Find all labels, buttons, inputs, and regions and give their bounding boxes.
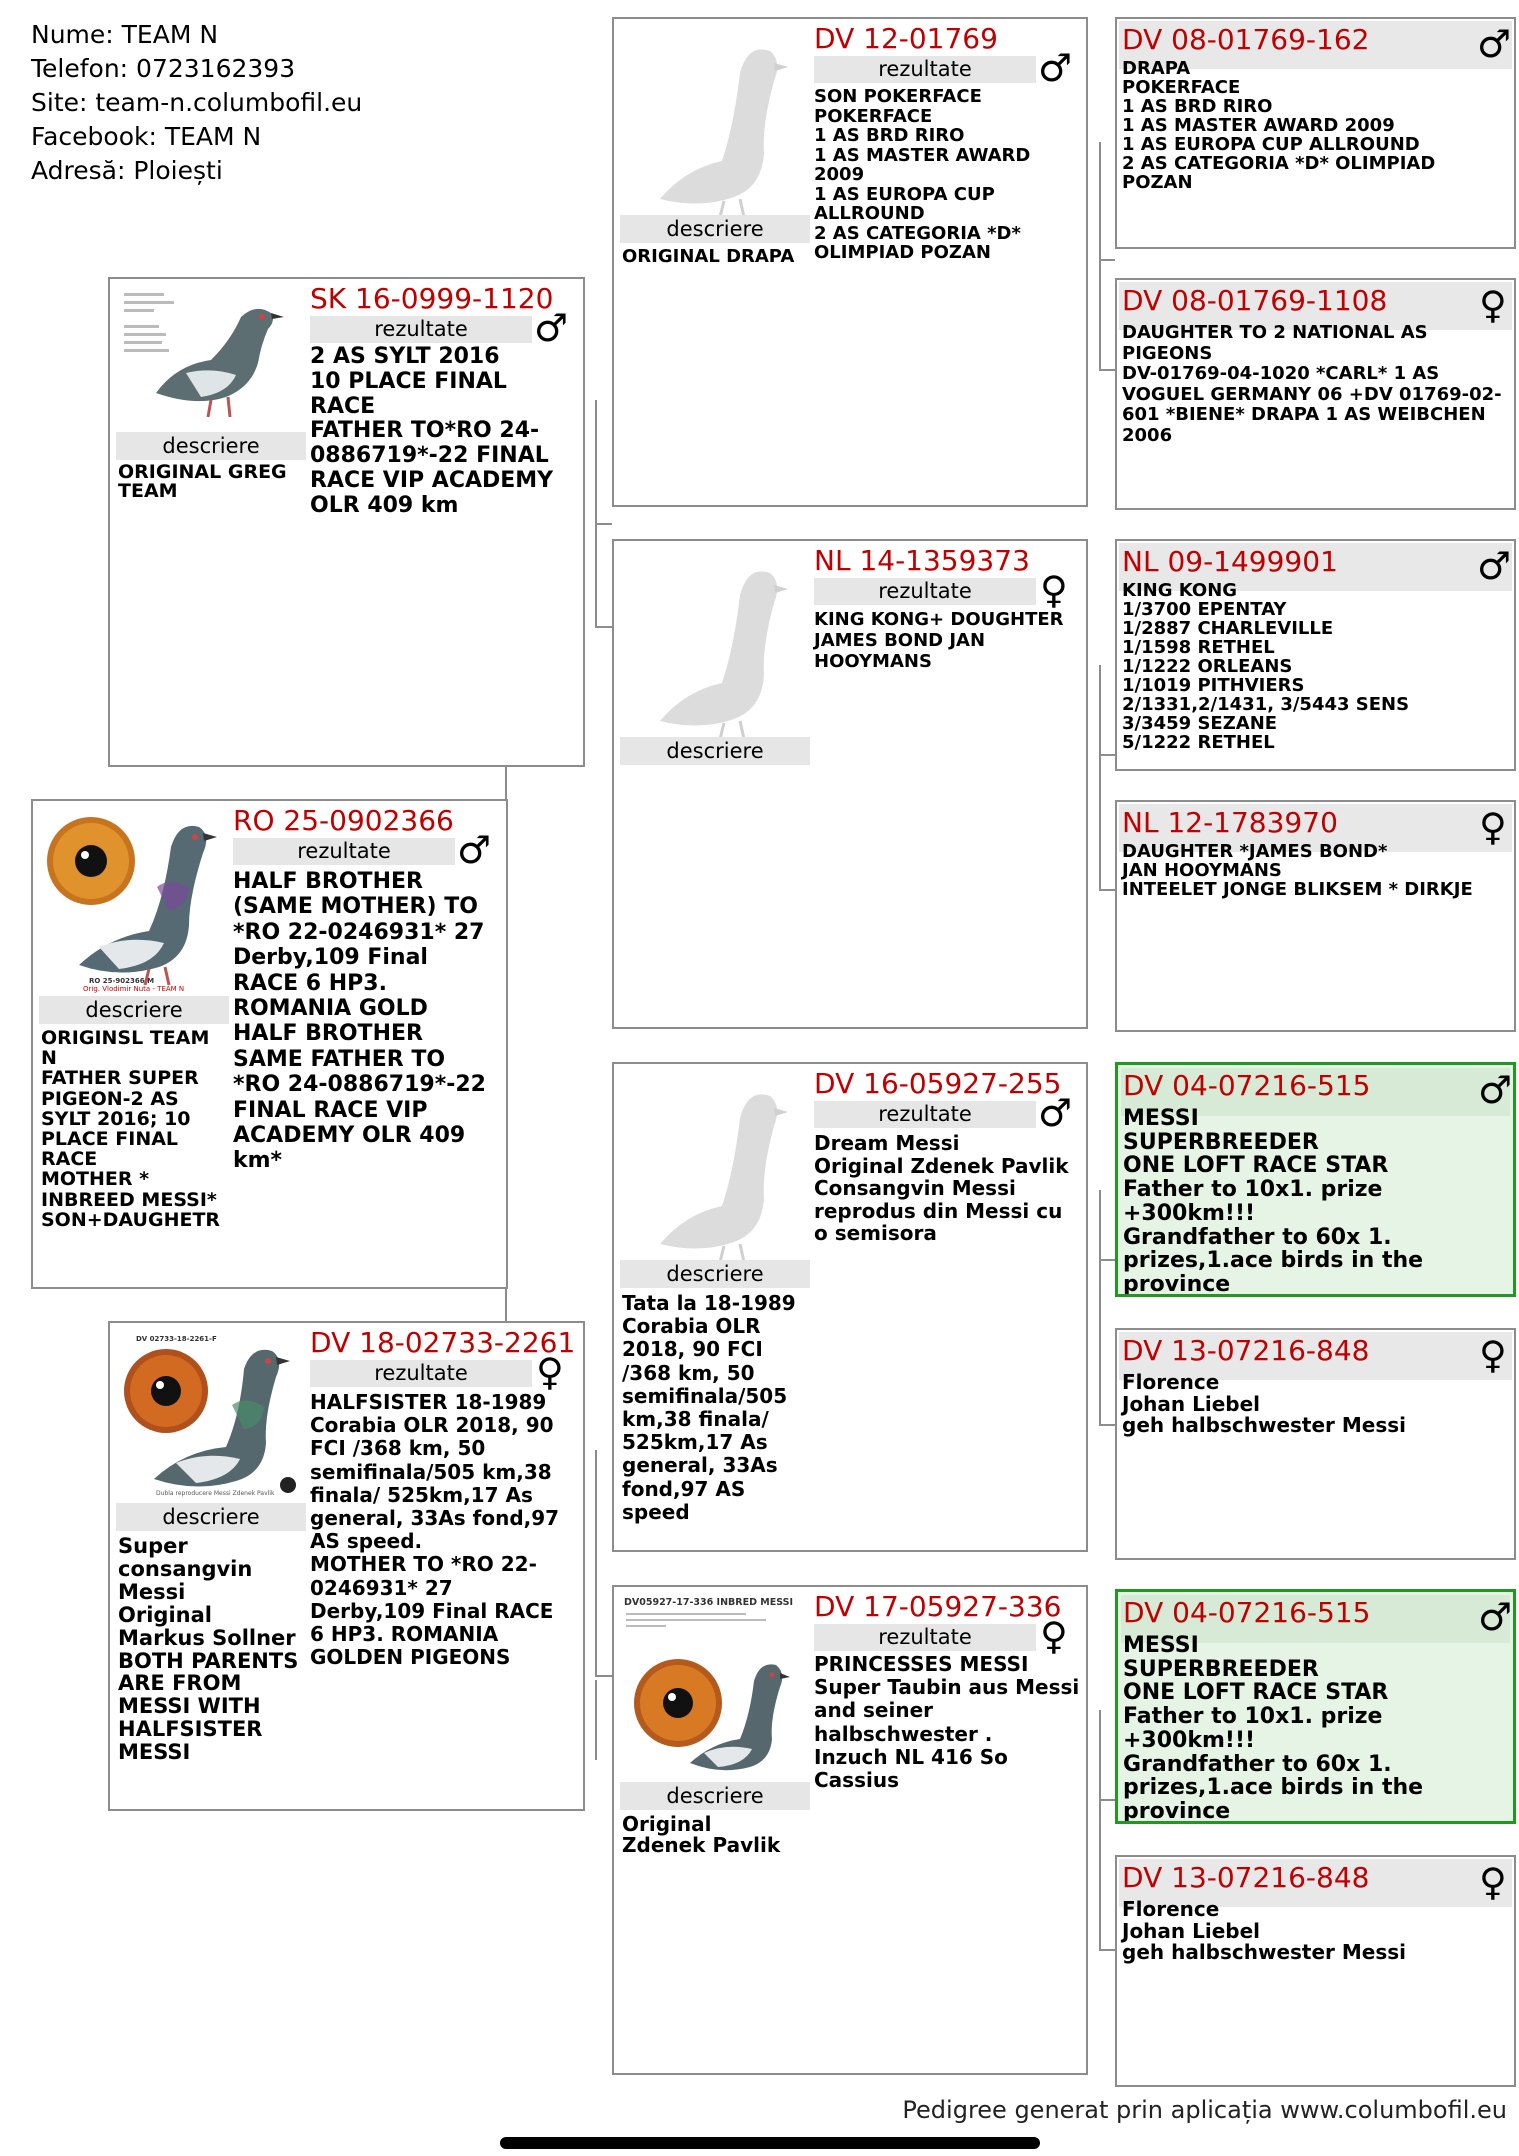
- dam-results-button[interactable]: rezultate: [310, 1360, 532, 1387]
- female-symbol-icon: ♀: [1479, 1860, 1507, 1904]
- dam-description: HALFSISTER 18-1989 Corabia OLR 2018, 90 FCI /368 km, 50 semifinala/505 km,38 finala/ 525km,17 As general, 33As fond,97 AS speed. MOTHER TO *RO 22-0246931* 27 Derby,109 Final RACE 6 HP3. ROMANIA GOLDEN PIGEONS: [310, 1390, 560, 1670]
- male-symbol-icon: ♂: [1038, 1091, 1073, 1135]
- ggp1-card[interactable]: [1115, 17, 1516, 249]
- ggp6-description: Florence Johan Liebel geh halbschwester Messi: [1122, 1370, 1407, 1437]
- male-symbol-icon: ♂: [457, 828, 492, 872]
- sire-sire-photo-placeholder: [630, 29, 810, 219]
- dam-sire-results-button[interactable]: rezultate: [814, 1101, 1036, 1128]
- sire-dam-card[interactable]: [612, 539, 1088, 1029]
- female-symbol-icon: ♀: [1040, 568, 1068, 612]
- dam-sire-description-button[interactable]: descriere: [620, 1260, 810, 1288]
- sire-dam-photo-placeholder: [630, 551, 810, 741]
- ggp5-card[interactable]: [1115, 1062, 1516, 1297]
- owner-name: Nume: TEAM N: [31, 20, 219, 49]
- dam-dam-ring-number[interactable]: DV 17-05927-336: [814, 1590, 1062, 1623]
- sire-dam-ring-number[interactable]: NL 14-1359373: [814, 544, 1030, 577]
- sire-sire-note: ORIGINAL DRAPA: [622, 246, 795, 267]
- subject-photo-caption-2: Orig. Vlodimir Nuta - TEAM N: [83, 985, 185, 993]
- dam-sire-ring-number[interactable]: DV 16-05927-255: [814, 1067, 1062, 1100]
- sire-sire-ring-number[interactable]: DV 12-01769: [814, 22, 998, 55]
- ggp2-card[interactable]: [1115, 278, 1516, 510]
- ggp3-card[interactable]: [1115, 539, 1516, 771]
- subject-results-button[interactable]: rezultate: [233, 838, 455, 865]
- sire-sire-description: SON POKERFACE POKERFACE 1 AS BRD RIRO 1 AS MASTER AWARD 2009 1 AS EUROPA CUP ALLROUND 2 AS CATEGORIA *D* OLIMPIAD POZAN: [814, 86, 1031, 263]
- subject-photo-caption: RO 25-902366 M: [89, 977, 155, 985]
- dam-card[interactable]: [108, 1321, 585, 1811]
- sire-card[interactable]: [108, 277, 585, 767]
- dam-dam-card[interactable]: [612, 1585, 1088, 2075]
- ggp3-ring-number[interactable]: NL 09-1499901: [1122, 545, 1338, 578]
- dam-dam-photo-caption: DV05927-17-336 INBRED MESSI: [624, 1597, 793, 1608]
- female-symbol-icon: ♀: [1479, 1333, 1507, 1377]
- ggp4-card[interactable]: [1115, 800, 1516, 1032]
- male-symbol-icon: ♂: [1477, 22, 1512, 66]
- owner-facebook: Facebook: TEAM N: [31, 122, 262, 151]
- ggp7-ring-number[interactable]: DV 04-07216-515: [1123, 1596, 1371, 1629]
- ggp5-description: MESSI SUPERBREEDER ONE LOFT RACE STAR Father to 10x1. prize +300km!!! Grandfather to 60x 1. prizes,1.ace birds in the province: [1123, 1106, 1424, 1297]
- sire-sire-card[interactable]: [612, 17, 1088, 507]
- ggp8-card[interactable]: [1115, 1855, 1516, 2087]
- ggp7-card[interactable]: [1115, 1589, 1516, 1824]
- ggp6-card[interactable]: [1115, 1328, 1516, 1560]
- subject-card[interactable]: [31, 799, 508, 1289]
- dam-sire-photo-placeholder: [630, 1074, 810, 1264]
- owner-site: Site: team-n.columbofil.eu: [31, 88, 363, 117]
- dam-dam-photo: [620, 1593, 810, 1775]
- dam-sire-note: Tata la 18-1989 Corabia OLR 2018, 90 FCI /368 km, 50 semifinala/505 km,38 finala/ 525km,17 As general, 33As fond,97 AS speed: [622, 1291, 803, 1524]
- dam-note: Super consangvin Messi Original Markus Sollner BOTH PARENTS ARE FROM MESSI WITH HALFSISTER MESSI: [118, 1534, 299, 1765]
- dam-sire-card[interactable]: [612, 1062, 1088, 1552]
- subject-photo: [39, 807, 229, 993]
- dam-dam-description: PRINCESSES MESSI Super Taubin aus Messi and seiner halbschwester . Inzuch NL 416 So Cassius: [814, 1652, 1080, 1793]
- dam-description-button[interactable]: descriere: [116, 1503, 306, 1531]
- ggp3-description: KING KONG 1/3700 EPENTAY 1/2887 CHARLEVILLE 1/1598 RETHEL 1/1222 ORLEANS 1/1019 PITHVIERS 2/1331,2/1431, 3/5443 SENS 3/3459 SEZANE 5/1222 RETHEL: [1122, 580, 1410, 753]
- ggp7-description: MESSI SUPERBREEDER ONE LOFT RACE STAR Father to 10x1. prize +300km!!! Grandfather to 60x 1. prizes,1.ace birds in the province: [1123, 1633, 1424, 1824]
- subject-description-button[interactable]: descriere: [39, 996, 229, 1024]
- owner-phone: Telefon: 0723162393: [31, 54, 296, 83]
- male-symbol-icon: ♂: [534, 306, 569, 350]
- subject-ring-number[interactable]: RO 25-0902366: [233, 804, 454, 837]
- female-symbol-icon: ♀: [536, 1350, 564, 1394]
- male-symbol-icon: ♂: [1478, 1068, 1513, 1112]
- ggp4-ring-number[interactable]: NL 12-1783970: [1122, 806, 1338, 839]
- dam-photo: [116, 1329, 306, 1501]
- ggp8-ring-number[interactable]: DV 13-07216-848: [1122, 1861, 1370, 1894]
- ggp1-description: DRAPA POKERFACE 1 AS BRD RIRO 1 AS MASTER AWARD 2009 1 AS EUROPA CUP ALLROUND 2 AS CATEGORIA *D* OLIMPIAD POZAN: [1122, 58, 1436, 193]
- sire-results-button[interactable]: rezultate: [310, 316, 532, 343]
- male-symbol-icon: ♂: [1477, 544, 1512, 588]
- ggp2-ring-number[interactable]: DV 08-01769-1108: [1122, 284, 1388, 317]
- sire-note: ORIGINAL GREG TEAM: [118, 461, 294, 502]
- female-symbol-icon: ♀: [1479, 805, 1507, 849]
- ggp4-description: DAUGHTER *JAMES BOND* JAN HOOYMANS INTEELET JONGE BLIKSEM * DIRKJE: [1122, 841, 1473, 900]
- sire-description: 2 AS SYLT 2016 10 PLACE FINAL RACE FATHER TO*RO 24-0886719*-22 FINAL RACE VIP ACADEMY OLR 409 km: [310, 344, 554, 518]
- dam-sire-description: Dream Messi Original Zdenek Pavlik Consangvin Messi reprodus din Messi cu o semisora: [814, 1131, 1069, 1246]
- sire-photo: [116, 285, 306, 427]
- sire-sire-results-button[interactable]: rezultate: [814, 56, 1036, 83]
- home-indicator-bar[interactable]: [500, 2137, 1040, 2149]
- sire-dam-description: KING KONG+ DOUGHTER JAMES BOND JAN HOOYMANS: [814, 609, 1070, 672]
- ggp2-description: DAUGHTER TO 2 NATIONAL AS PIGEONS DV-01769-04-1020 *CARL* 1 AS VOGUEL GERMANY 06 +DV 01769-02-601 *BIENE* DRAPA 1 AS WEIBCHEN 2006: [1122, 322, 1502, 446]
- ggp1-ring-number[interactable]: DV 08-01769-162: [1122, 23, 1370, 56]
- footer-generated-by: Pedigree generat prin aplicația www.columbofil.eu: [902, 2096, 1507, 2124]
- male-symbol-icon: ♂: [1478, 1595, 1513, 1639]
- female-symbol-icon: ♀: [1479, 283, 1507, 327]
- sire-dam-description-button[interactable]: descriere: [620, 737, 810, 765]
- subject-description: HALF BROTHER (SAME MOTHER) TO *RO 22-0246931* 27 Derby,109 Final RACE 6 HP3. ROMANIA GOLD HALF BROTHER SAME FATHER TO *RO 24-0886719*-22 FINAL RACE VIP ACADEMY OLR 409 km*: [233, 869, 494, 1174]
- sire-description-button[interactable]: descriere: [116, 432, 306, 460]
- subject-note: ORIGINSL TEAM N FATHER SUPER PIGEON-2 AS SYLT 2016; 10 PLACE FINAL RACE MOTHER * INBREED MESSI* SON+DAUGHETR: [41, 1027, 221, 1231]
- sire-dam-results-button[interactable]: rezultate: [814, 578, 1036, 605]
- sire-ring-number[interactable]: SK 16-0999-1120: [310, 282, 554, 315]
- dam-dam-results-button[interactable]: rezultate: [814, 1624, 1036, 1651]
- ggp8-description: Florence Johan Liebel geh halbschwester Messi: [1122, 1897, 1407, 1964]
- dam-photo-caption-2: Dubla reproducere Messi Zdenek Pavlik: [156, 1490, 275, 1497]
- dam-photo-caption: DV 02733-18-2261-F: [136, 1335, 217, 1343]
- dam-dam-note: Original Zdenek Pavlik: [622, 1812, 781, 1857]
- male-symbol-icon: ♂: [1038, 46, 1073, 90]
- dam-ring-number[interactable]: DV 18-02733-2261: [310, 1326, 576, 1359]
- sire-sire-description-button[interactable]: descriere: [620, 215, 810, 243]
- ggp6-ring-number[interactable]: DV 13-07216-848: [1122, 1334, 1370, 1367]
- dam-dam-description-button[interactable]: descriere: [620, 1782, 810, 1810]
- owner-address: Adresă: Ploiești: [31, 156, 223, 185]
- ggp5-ring-number[interactable]: DV 04-07216-515: [1123, 1069, 1371, 1102]
- female-symbol-icon: ♀: [1040, 1614, 1068, 1658]
